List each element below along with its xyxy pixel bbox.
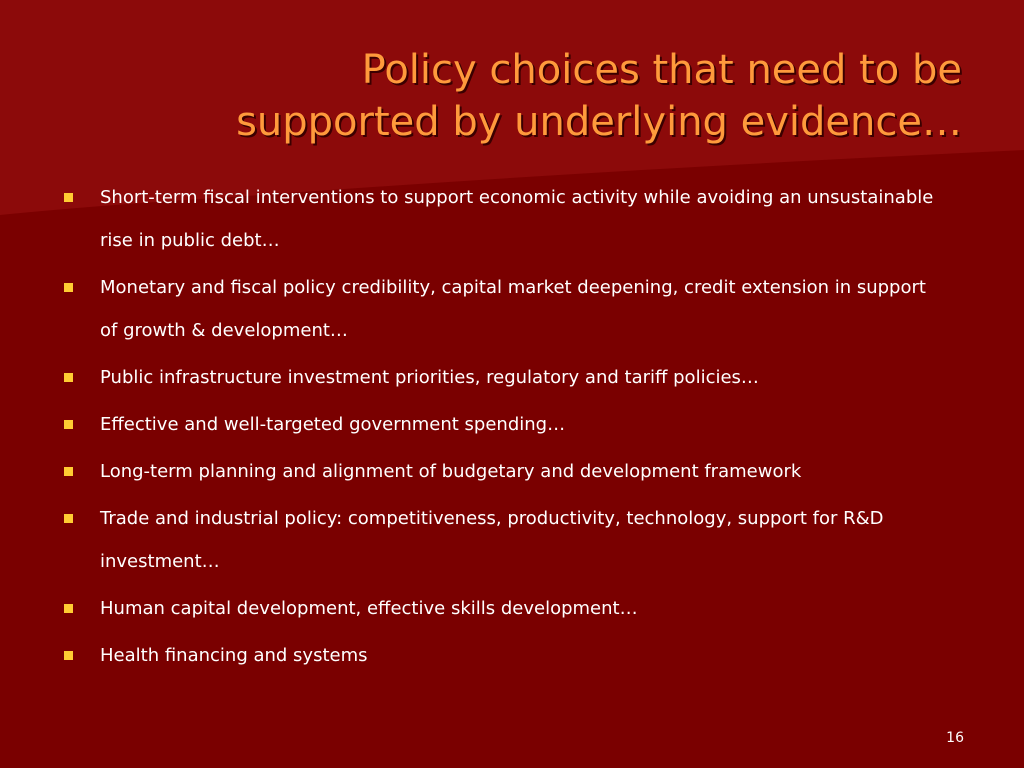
list-item (62, 587, 942, 630)
square-bullet-icon (64, 373, 73, 382)
square-bullet-icon (64, 283, 73, 292)
bullet-text: Short-term fiscal interventions to support economic activity while avoiding an unsustainable rise in public debt… (100, 187, 934, 251)
list-item (62, 266, 942, 352)
bullet-text: Health financing and systems (100, 645, 368, 666)
list-item (62, 497, 942, 583)
square-bullet-icon (64, 604, 73, 613)
square-bullet-icon (64, 514, 73, 523)
list-item (62, 450, 942, 493)
square-bullet-icon (64, 467, 73, 476)
list-item (62, 403, 942, 446)
bullet-text: Long-term planning and alignment of budgetary and development framework (100, 461, 802, 482)
bullet-text: Effective and well-targeted government spending… (100, 414, 566, 435)
square-bullet-icon (64, 193, 73, 202)
bullet-list (62, 176, 942, 681)
bullet-text: Trade and industrial policy: competitiveness, productivity, technology, support for R&D investment… (100, 508, 884, 572)
list-item (62, 356, 942, 399)
square-bullet-icon (64, 420, 73, 429)
bullet-text: Public infrastructure investment priorities, regulatory and tariff policies… (100, 367, 759, 388)
slide-title (62, 44, 962, 148)
list-item (62, 634, 942, 677)
square-bullet-icon (64, 651, 73, 660)
bullet-text: Human capital development, effective skills development… (100, 598, 638, 619)
slide-number: 16 (946, 730, 964, 746)
list-item (62, 176, 942, 262)
bullet-text: Monetary and fiscal policy credibility, capital market deepening, credit extension in support of growth & development… (100, 277, 926, 341)
title-line-2: supported by underlying evidence… (236, 99, 962, 145)
title-line-1: Policy choices that need to be (361, 47, 962, 93)
